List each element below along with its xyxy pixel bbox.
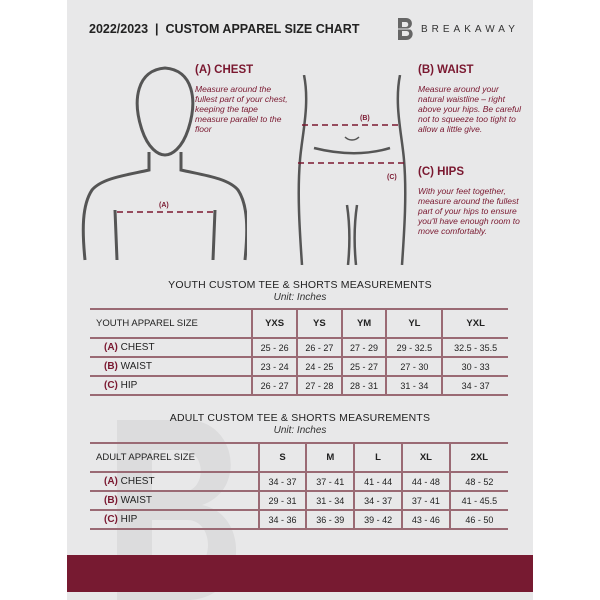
chest-marker: (A) <box>159 202 169 209</box>
measurement-marker: (A) <box>104 476 118 487</box>
size-column-header: M <box>306 443 354 472</box>
table-cell: 36 - 39 <box>306 510 354 529</box>
table-cell: 27 - 28 <box>297 376 342 395</box>
table-header-row <box>90 309 508 338</box>
measurement-label <box>90 472 259 491</box>
measurement-marker: (B) <box>104 361 118 372</box>
measurement-name: HIP <box>120 514 138 525</box>
table-cell: 23 - 24 <box>252 357 297 376</box>
size-column-header: YXL <box>442 309 508 338</box>
brand-name: BREAKAWAY <box>421 23 519 35</box>
table-cell: 34 - 37 <box>259 472 307 491</box>
size-column-header: YL <box>386 309 442 338</box>
table-cell: 26 - 27 <box>297 338 342 357</box>
youth-table-title: YOUTH CUSTOM TEE & SHORTS MEASUREMENTS <box>168 279 432 291</box>
youth-size-table <box>90 308 508 396</box>
table-header-row <box>90 443 508 472</box>
measurement-name: WAIST <box>120 495 152 506</box>
measurement-name: HIP <box>120 380 138 391</box>
waist-description: Measure around your natural waistline – right above your hips. Be careful not to squeeze too tight to allow a little give. <box>418 84 522 134</box>
measurement-name: CHEST <box>120 476 155 487</box>
row-label-header: YOUTH APPAREL SIZE <box>96 318 198 329</box>
table-cell: 34 - 36 <box>259 510 307 529</box>
row-label-header: ADULT APPAREL SIZE <box>96 452 195 463</box>
waist-marker: (B) <box>360 115 370 122</box>
table-cell: 34 - 37 <box>354 491 402 510</box>
hips-heading: (C) HIPS <box>418 166 464 178</box>
waist-heading: (B) WAIST <box>418 64 474 76</box>
size-column-header: YXS <box>252 309 297 338</box>
measurement-name: WAIST <box>120 361 152 372</box>
adult-table-title: ADULT CUSTOM TEE & SHORTS MEASUREMENTS <box>169 412 431 424</box>
size-column-header: 2XL <box>450 443 508 472</box>
table-cell: 31 - 34 <box>306 491 354 510</box>
size-column-header: S <box>259 443 307 472</box>
adult-unit: Unit: Inches <box>273 425 327 436</box>
table-cell: 25 - 26 <box>252 338 297 357</box>
table-cell: 28 - 31 <box>342 376 387 395</box>
table-cell: 39 - 42 <box>354 510 402 529</box>
table-cell: 43 - 46 <box>402 510 450 529</box>
measurement-marker: (A) <box>104 342 118 353</box>
table-cell: 29 - 31 <box>259 491 307 510</box>
table-cell: 37 - 41 <box>402 491 450 510</box>
adult-size-table <box>90 442 508 530</box>
table-cell: 48 - 52 <box>450 472 508 491</box>
size-column-header: XL <box>402 443 450 472</box>
size-chart-page <box>67 0 533 600</box>
table-row <box>90 510 508 529</box>
footer-band <box>67 555 533 592</box>
chest-heading: (A) CHEST <box>195 64 254 76</box>
lower-body-figure <box>292 75 412 265</box>
table-cell: 41 - 45.5 <box>450 491 508 510</box>
table-row <box>90 472 508 491</box>
table-row <box>90 376 508 395</box>
table-cell: 32.5 - 35.5 <box>442 338 508 357</box>
size-column-header: L <box>354 443 402 472</box>
table-cell: 27 - 30 <box>386 357 442 376</box>
table-cell: 34 - 37 <box>442 376 508 395</box>
measurement-label <box>90 376 252 395</box>
table-cell: 29 - 32.5 <box>386 338 442 357</box>
table-cell: 24 - 25 <box>297 357 342 376</box>
table-cell: 44 - 48 <box>402 472 450 491</box>
measurement-label <box>90 357 252 376</box>
table-cell: 25 - 27 <box>342 357 387 376</box>
page-title: 2022/2023 | CUSTOM APPAREL SIZE CHART <box>89 22 360 36</box>
measurement-label <box>90 491 259 510</box>
table-cell: 37 - 41 <box>306 472 354 491</box>
table-cell: 31 - 34 <box>386 376 442 395</box>
table-cell: 26 - 27 <box>252 376 297 395</box>
measurement-marker: (B) <box>104 495 118 506</box>
youth-unit: Unit: Inches <box>273 292 327 303</box>
measurement-marker: (C) <box>104 380 118 391</box>
chest-description: Measure around the fullest part of your chest, keeping the tape measure parallel to the floor <box>195 84 288 134</box>
size-column-header: YS <box>297 309 342 338</box>
hips-marker: (C) <box>387 174 397 181</box>
measurement-label <box>90 338 252 357</box>
table-cell: 27 - 29 <box>342 338 387 357</box>
table-row <box>90 338 508 357</box>
measurement-label <box>90 510 259 529</box>
table-cell: 30 - 33 <box>442 357 508 376</box>
hips-description: With your feet together, measure around the fullest part of your hips to ensure you'll have enough room to move comfortably. <box>418 186 520 236</box>
size-column-header: YM <box>342 309 387 338</box>
table-row <box>90 491 508 510</box>
brand-logo <box>395 16 519 42</box>
measurement-marker: (C) <box>104 514 118 525</box>
table-row <box>90 357 508 376</box>
logo-icon <box>395 16 415 42</box>
table-cell: 41 - 44 <box>354 472 402 491</box>
table-cell: 46 - 50 <box>450 510 508 529</box>
measurement-name: CHEST <box>120 342 155 353</box>
